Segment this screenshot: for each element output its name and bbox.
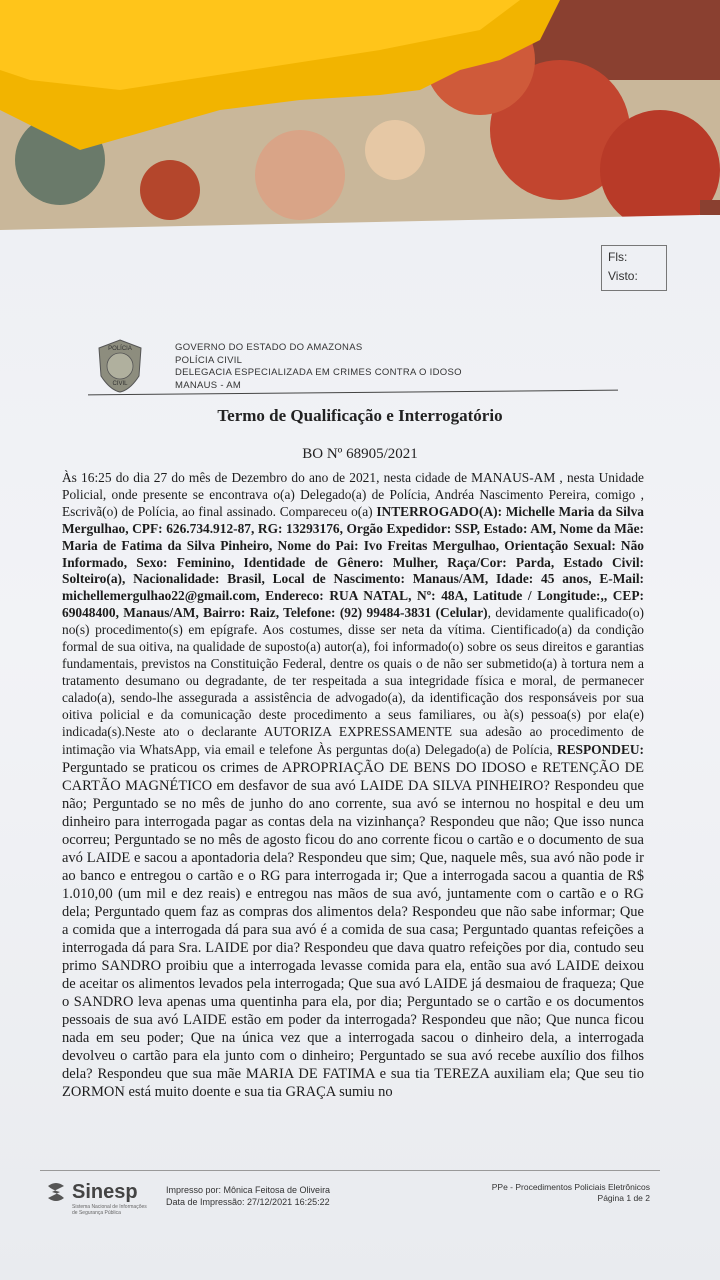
fls-label: Fls:: [608, 250, 628, 264]
svg-text:CIVIL: CIVIL: [112, 381, 128, 387]
system-info: [440, 1182, 650, 1204]
printed-by: Impresso por: Mônica Feitosa de Oliveira: [166, 1185, 331, 1195]
print-date: Data de Impressão: 27/12/2021 16:25:22: [166, 1197, 330, 1207]
body-rights: , devidamente qualificado(o) no(s) procedimento(s) em epígrafe. Aos costumes, disse ser neta da vítima. Cientificado(a) da condição formal de sua oitiva, na qualidade de suposto(a) autor(a), foi informado(o) sobre os seus direitos e garantias fundamentais, previstos na Constituição Federal, dentre os quais o de não ser submetido(a) à tortura nem a tratamento desumano ou degradante, de ter respeitada a sua integridade física e moral, de permanecer calado(a), sendo-lhe assegurada a assistência de advogado(a), da identificação dos responsáveis por sua oitiva policial e da comunicação deste procedimento a seus familiares, ou à(s) pessoa(s) por ela(e) indicada(s).Neste ato o declarante AUTORIZA EXPRESSAMENTE sua adesão ao procedimento de intimação via WhatsApp, via email e telefone Às perguntas do(a) Delegado(a) de Polícia,: [62, 605, 644, 757]
header-line-government: GOVERNO DO ESTADO DO AMAZONAS: [175, 342, 363, 353]
body-interrogated-details: INTERROGADO(A): Michelle Maria da Silva Mergulhao, CPF: 626.734.912-87, RG: 13293176, Orgão Expedidor: SSP, Estado: AM, Nome da Mãe: Maria de Fatima da Silva Pinheiro, Nome do Pai: Ivo Freitas Mergulhao, Orientação Sexual: Não Informado, Sexo: Feminino, Identidade de Gênero: Mulher, Raça/Cor: Parda, Estado Civil: Solteiro(a), Nacionalidade: Brasil, Local de Nascimento: Manaus/AM, Idade: 45 anos, E-Mail: michellemergulhao22@gmail.com, Endereco: RUA NATAL, Nº: 48A, Latitude / Longitude:,, CEP: 69048400, Manaus/AM, Bairro: Raiz, Telefone: (92) 99484-3831 (Celular): [62, 503, 644, 621]
system-name: PPe - Procedimentos Policiais Eletrônicos: [491, 1182, 650, 1192]
bo-number: BO Nº 68905/2021: [302, 446, 418, 462]
body-testimony: Perguntado se praticou os crimes de APROPRIAÇÃO DE BENS DO IDOSO e RETENÇÃO DE CARTÃO MAGNÉTICO em desfavor de sua avó LAIDE DA SILVA PINHEIRO? Respondeu que não; Perguntado se no mês de junho do ano corrente, sua avó se internou no hospital e deu um dinheiro para interrogada pagar as contas dela na vizinhança? Respondeu que não; Que isso nunca ocorreu; Perguntado se no mês de agosto ficou do ano corrente ficou o cartão e o documento de sua avó LAIDE e sacou a apontadoria dela? Respondeu que sim; Que, naquele mês, sua avó não pode ir ao banco e entregou o cartão e o RG para interrogada ir; Que a interrogada sacou a quantia de R$ 1.010,00 (um mil e dez reais) e entregou nas mãos de sua avó, juntamente com o cartão e o RG dela; Perguntado quem faz as compras dos alimentos dela? Respondeu que não sabe informar; Que a comida que a interrogada dá para sua avó é a comida de sua casa; Perguntado quantas refeições a interrogada dá para Sra. LAIDE por dia? Respondeu que dava quatro refeições por dia, contudo seu primo SANDRO proibiu que a interrogada levasse comida para ela, então sua avó LAIDE deixou de aceitar os alimentos levados pela interrogada; Que sua avó LAIDE já desmaiou de fraqueza; Que o SANDRO leva apenas uma quentinha para ela, por dia; Perguntado se o cartão e os documentos pessoais de sua avó LAIDE estão em poder da interrogada? Respondeu que não; Que nunca ficou nada em seu poder; Que na única vez que a interrogada sacou o dinheiro dela, a interrogada devolveu o cartão para ela junto com o dinheiro; Perguntado se sua avó recebe auxílio dos filhos dela? Respondeu que sua mãe MARIA DE FATIMA e sua tia TEREZA auxiliam ela; Que seu tio ZORMON está muito doente e sua tia GRAÇA sumiu no: [62, 759, 644, 1100]
document-body: [62, 470, 644, 1101]
header-line-department: DELEGACIA ESPECIALIZADA EM CRIMES CONTRA O IDOSO: [175, 367, 462, 378]
sinesp-logo-subtitle: Sistema Nacional de Informações de Segurança Pública: [72, 1204, 147, 1216]
sinesp-logo: [44, 1180, 147, 1216]
sinesp-logo-text: Sinesp: [72, 1180, 138, 1203]
body-intro: Às 16:25 do dia 27 do mês de Dezembro do ano de 2021, nesta cidade de MANAUS-AM , nesta Unidade Policial, onde presente se encontrava o(a) Delegado(a) de Polícia, Andréa Nascimento Pereira, comigo , Escrivã(o) de Polícia, ao final assinado. Compareceu o(a): [62, 470, 644, 519]
visto-label: Visto:: [608, 269, 638, 283]
svg-text:POLÍCIA: POLÍCIA: [108, 346, 132, 352]
body-paragraph: [62, 470, 644, 1101]
document-title: Termo de Qualificação e Interrogatório: [217, 406, 503, 425]
fls-visto-box: [601, 245, 667, 291]
header-text: [175, 342, 462, 392]
footer-divider: [40, 1170, 660, 1171]
print-info: [166, 1184, 330, 1208]
page-number: Página 1 de 2: [597, 1193, 650, 1203]
header-line-city: MANAUS - AM: [175, 379, 242, 391]
police-seal-icon: [95, 338, 145, 394]
body-responded: RESPONDEU:: [556, 741, 644, 757]
sinesp-icon: [44, 1180, 68, 1204]
header-line-police: POLÍCIA CIVIL: [175, 354, 243, 366]
